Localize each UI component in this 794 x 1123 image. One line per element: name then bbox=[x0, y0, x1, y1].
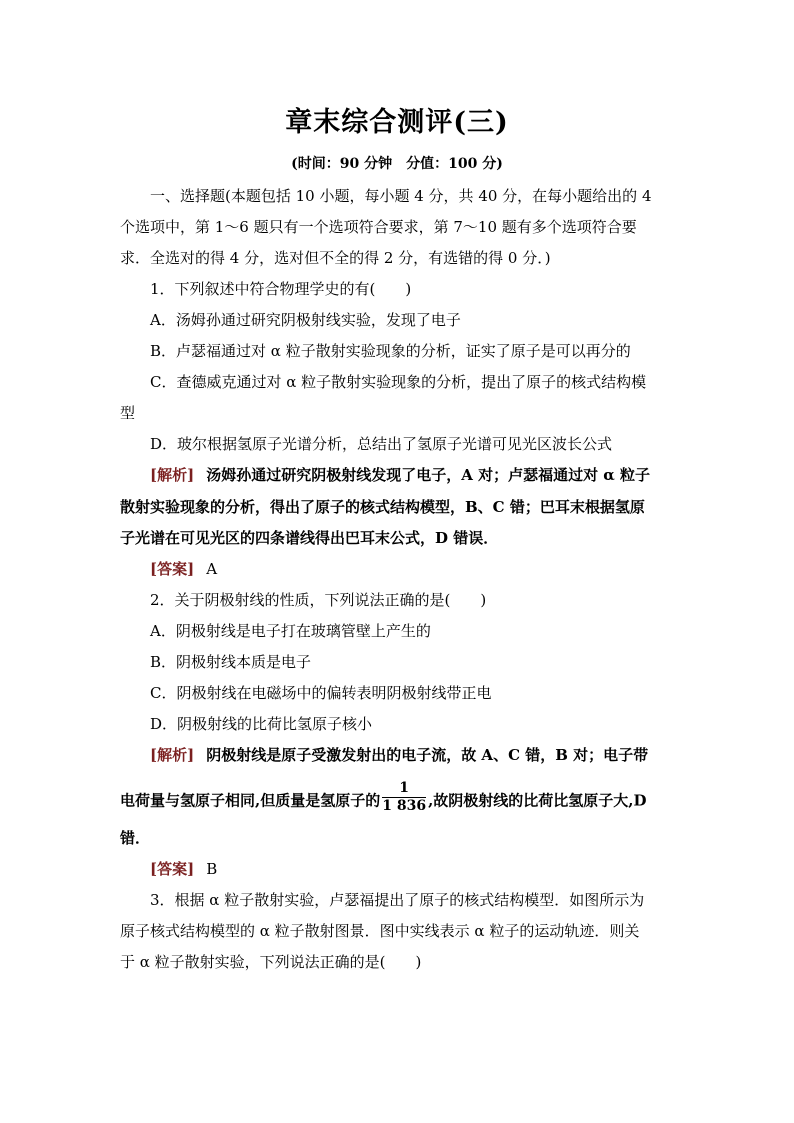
analysis-text: 汤姆孙通过研究阴极射线发现了电子，A 对；卢瑟福通过对 α 粒子 bbox=[206, 466, 651, 484]
section-instructions-line3: 求．全选对的得 4 分，选对但不全的得 2 分，有选错的得 0 分．) bbox=[120, 249, 551, 267]
question-2-analysis-line1 bbox=[150, 745, 680, 765]
question-1-option-d: D．玻尔根据氢原子光谱分析，总结出了氢原子光谱可见光区波长公式 bbox=[150, 435, 613, 453]
analysis-tag: [解析] bbox=[150, 746, 195, 764]
question-1-option-c: C．查德威克通过对 α 粒子散射实验现象的分析，提出了原子的核式结构模 bbox=[150, 373, 647, 391]
question-1-analysis-line3: 子光谱在可见光区的四条谱线得出巴耳末公式，D 错误． bbox=[120, 529, 499, 547]
time-score-subtitle: (时间：90 分钟 分值：100 分) bbox=[291, 156, 503, 172]
question-2-analysis-line2 bbox=[120, 780, 680, 819]
question-1-option-b: B．卢瑟福通过对 α 粒子散射实验现象的分析，证实了原子是可以再分的 bbox=[150, 342, 631, 360]
fraction bbox=[382, 780, 426, 815]
section-instructions-line2: 个选项中，第 1～6 题只有一个选项符合要求，第 7～10 题有多个选项符合要 bbox=[120, 218, 637, 236]
question-3-stem-line3: 于 α 粒子散射实验，下列说法正确的是( ) bbox=[120, 953, 422, 971]
answer-value: A bbox=[206, 560, 218, 578]
question-3-stem-line2: 原子核式结构模型的 α 粒子散射图景．图中实线表示 α 粒子的运动轨迹．则关 bbox=[120, 922, 640, 940]
question-3-stem-line1: 3．根据 α 粒子散射实验，卢瑟福提出了原子的核式结构模型．如图所示为 bbox=[150, 891, 645, 909]
page-title: 章末综合测评(三) bbox=[285, 107, 509, 138]
answer-tag: [答案] bbox=[150, 560, 195, 578]
question-1-option-c-cont: 型 bbox=[120, 404, 136, 422]
question-1-option-a: A．汤姆孙通过研究阴极射线实验，发现了电子 bbox=[150, 311, 461, 329]
section-instructions-line1: 一、选择题(本题包括 10 小题，每小题 4 分，共 40 分，在每小题给出的 4 bbox=[150, 187, 652, 205]
fraction-denominator: 1 836 bbox=[382, 798, 427, 814]
analysis-text-part2: ,故阴极射线的比荷比氢原子大,D bbox=[428, 791, 647, 810]
question-2-analysis-line3: 错． bbox=[120, 829, 151, 847]
answer-tag: [答案] bbox=[150, 860, 195, 878]
analysis-text-part1: 电荷量与氢原子相同,但质量是氢原子的 bbox=[120, 791, 381, 810]
question-1-stem: 1．下列叙述中符合物理学史的有( ) bbox=[150, 280, 412, 298]
analysis-tag: [解析] bbox=[150, 466, 195, 484]
question-1-analysis-line1 bbox=[150, 465, 680, 485]
question-1-analysis-line2: 散射实验现象的分析，得出了原子的核式结构模型，B、C 错；巴耳末根据氢原 bbox=[120, 498, 645, 516]
answer-value: B bbox=[206, 860, 218, 878]
question-2-stem: 2．关于阴极射线的性质，下列说法正确的是( ) bbox=[150, 591, 487, 609]
question-1-answer bbox=[150, 559, 680, 579]
question-2-option-c: C．阴极射线在电磁场中的偏转表明阴极射线带正电 bbox=[150, 684, 492, 702]
question-2-option-b: B．阴极射线本质是电子 bbox=[150, 653, 312, 671]
question-2-option-d: D．阴极射线的比荷比氢原子核小 bbox=[150, 715, 373, 733]
analysis-text: 阴极射线是原子受激发射出的电子流，故 A、C 错，B 对；电子带 bbox=[206, 746, 649, 764]
question-2-option-a: A．阴极射线是电子打在玻璃管壁上产生的 bbox=[150, 622, 431, 640]
question-2-answer bbox=[150, 859, 680, 879]
fraction-numerator: 1 bbox=[382, 780, 426, 798]
